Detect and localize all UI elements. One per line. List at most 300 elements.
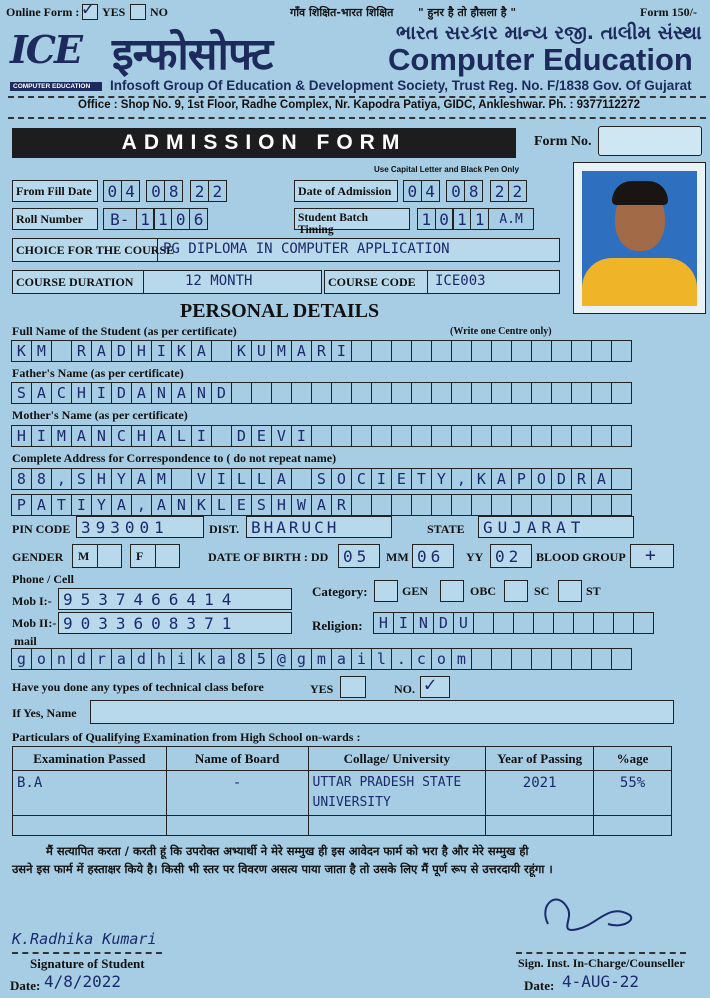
grid-cell: P: [511, 468, 532, 490]
grid-cell: [391, 494, 412, 516]
digit: 2: [208, 180, 227, 202]
if-yes-label: If Yes, Name: [12, 706, 77, 720]
header-divider-2: [8, 117, 706, 119]
grid-cell: S: [11, 382, 32, 404]
course-duration-value: 12 MONTH: [185, 273, 253, 289]
religion-grid[interactable]: [374, 612, 654, 634]
grid-cell: [211, 340, 232, 362]
from-fill-date-label: From Fill Date: [16, 184, 92, 198]
address-grid-line1[interactable]: [12, 468, 632, 490]
mob1-field[interactable]: [58, 588, 292, 610]
full-name-grid[interactable]: [12, 340, 632, 362]
digit: 4: [121, 180, 140, 202]
course-duration-field[interactable]: [12, 270, 322, 294]
grid-cell: A: [591, 468, 612, 490]
table-row: [13, 816, 672, 836]
logo-tagline: COMPUTER EDUCATION: [10, 82, 102, 91]
grid-cell: [473, 612, 494, 634]
grid-cell: g: [291, 648, 312, 670]
grid-cell: L: [231, 468, 252, 490]
grid-cell: [171, 468, 192, 490]
grid-cell: [471, 382, 492, 404]
grid-cell: [531, 494, 552, 516]
grid-cell: H: [131, 340, 152, 362]
grid-cell: C: [351, 468, 372, 490]
roll-number-label-box: [12, 208, 98, 230]
grid-cell: ,: [51, 468, 72, 490]
grid-cell: T: [51, 494, 72, 516]
grid-cell: a: [111, 648, 132, 670]
grid-cell: [351, 382, 372, 404]
digit: B-: [103, 208, 137, 230]
grid-cell: I: [151, 340, 172, 362]
incharge-signature-icon: [528, 884, 648, 944]
grid-cell: D: [111, 382, 132, 404]
grid-cell: [493, 612, 514, 634]
technical-yes-checkbox[interactable]: [340, 676, 366, 698]
grid-cell: [291, 468, 312, 490]
digit: 8: [464, 180, 483, 202]
grid-cell: 8: [231, 648, 252, 670]
grid-cell: [351, 494, 372, 516]
grid-cell: [231, 382, 252, 404]
digit: 0: [435, 208, 454, 230]
grid-cell: [411, 494, 432, 516]
year-cell[interactable]: 2021: [486, 771, 594, 816]
grid-cell: [491, 425, 512, 447]
dist-value: BHARUCH: [251, 518, 340, 537]
table-row: [13, 771, 672, 816]
roll-number-field[interactable]: [104, 208, 208, 230]
grid-cell: I: [71, 494, 92, 516]
grid-cell: H: [11, 425, 32, 447]
grid-cell: i: [351, 648, 372, 670]
grid-cell: I: [291, 425, 312, 447]
form-no-label: Form No.: [534, 134, 592, 149]
technical-no-label: NO.: [394, 682, 415, 696]
office-line: Office : Shop No. 9, 1st Floor, Radhe Complex, Nr. Kapodra Patiya, GIDC, Ankleshwar. Ph. : 9377112272: [78, 99, 640, 111]
photo-frame: [573, 162, 706, 314]
grid-cell: d: [131, 648, 152, 670]
declaration-line-1: मैं सत्यापित करता / करती हूं कि उपरोक्त अभ्यार्थी ने मेरे सम्मुख ही इस आवेदन फार्म को भरा है और मेरे सम्मुख ही: [46, 844, 529, 858]
student-photo: [582, 171, 697, 306]
grid-cell: I: [371, 468, 392, 490]
grid-cell: ,: [451, 468, 472, 490]
online-no-checkbox[interactable]: [130, 4, 146, 20]
mob2-field[interactable]: [58, 612, 292, 634]
grid-cell: R: [71, 340, 92, 362]
society-line: Infosoft Group Of Education & Development Society, Trust Reg. No. F/1838 Gov. Of Gujarat: [110, 78, 692, 93]
board-cell[interactable]: -: [166, 771, 308, 816]
grid-cell: D: [231, 425, 252, 447]
grid-cell: I: [31, 425, 52, 447]
grid-cell: A: [131, 468, 152, 490]
email-grid[interactable]: [12, 648, 632, 670]
header-percentage: %age: [594, 747, 672, 771]
pin-code-label: PIN CODE: [12, 522, 71, 536]
grid-cell: [513, 612, 534, 634]
grid-cell: ,: [131, 494, 152, 516]
board-cell[interactable]: [166, 816, 308, 836]
grid-cell: A: [191, 340, 212, 362]
category-st-checkbox[interactable]: [558, 580, 582, 602]
category-obc-checkbox[interactable]: [440, 580, 464, 602]
grid-cell: H: [71, 382, 92, 404]
grid-cell: [511, 648, 532, 670]
year-cell[interactable]: [486, 816, 594, 836]
grid-cell: [471, 494, 492, 516]
grid-cell: R: [331, 494, 352, 516]
grid-cell: [451, 494, 472, 516]
grid-cell: [593, 612, 614, 634]
grid-cell: A: [151, 494, 172, 516]
digit: 1: [452, 208, 471, 230]
mob1-value: 9537466414: [63, 590, 240, 609]
grid-cell: [511, 425, 532, 447]
brand-hindi: इन्फोसोफ्ट: [112, 29, 273, 80]
centre-note: (Write one Centre only): [450, 326, 552, 337]
grid-cell: M: [31, 340, 52, 362]
student-date-label: Date:: [10, 978, 41, 993]
grid-cell: @: [271, 648, 292, 670]
grid-cell: [591, 648, 612, 670]
address-grid-line2[interactable]: [12, 494, 632, 516]
choice-course-value: PG DIPLOMA IN COMPUTER APPLICATION: [163, 241, 450, 257]
dob-yy-field[interactable]: [490, 544, 532, 568]
blood-group-value: +: [645, 545, 656, 566]
category-sc-label: SC: [534, 584, 550, 598]
dob-dd-value: 05: [343, 547, 371, 566]
gender-male-label: M: [78, 549, 90, 563]
grid-cell: A: [291, 340, 312, 362]
header-year: Year of Passing: [486, 747, 594, 771]
grid-cell: M: [271, 340, 292, 362]
grid-cell: g: [11, 648, 32, 670]
online-no-label: NO: [150, 5, 168, 19]
dist-label: DIST.: [209, 522, 240, 536]
grid-cell: [573, 612, 594, 634]
digit: 2: [490, 180, 509, 202]
grid-cell: C: [51, 382, 72, 404]
grid-cell: [431, 382, 452, 404]
grid-cell: [633, 612, 654, 634]
gender-male-field[interactable]: [72, 544, 122, 568]
grid-cell: [591, 382, 612, 404]
digit: A.M: [488, 208, 534, 230]
grid-cell: I: [91, 382, 112, 404]
grid-cell: [531, 382, 552, 404]
father-name-grid[interactable]: [12, 382, 632, 404]
grid-cell: D: [111, 340, 132, 362]
if-yes-field[interactable]: [90, 700, 674, 724]
grid-cell: E: [231, 494, 252, 516]
choice-course-field[interactable]: [12, 238, 560, 262]
category-obc-label: OBC: [470, 584, 497, 598]
digit: 2: [190, 180, 209, 202]
brand-english: Computer Education: [388, 42, 693, 77]
grid-cell: [551, 340, 572, 362]
grid-cell: [451, 382, 472, 404]
percentage-cell[interactable]: [594, 816, 672, 836]
grid-cell: [571, 382, 592, 404]
mother-name-grid[interactable]: [12, 425, 632, 447]
from-fill-date-label-box: [12, 180, 98, 202]
grid-cell: I: [331, 340, 352, 362]
grid-cell: m: [451, 648, 472, 670]
gender-female-field[interactable]: [130, 544, 180, 568]
grid-cell: [591, 494, 612, 516]
grid-cell: a: [211, 648, 232, 670]
grid-cell: A: [31, 494, 52, 516]
grid-cell: O: [331, 468, 352, 490]
technical-yes-label: YES: [310, 682, 334, 696]
header-exam-passed: Examination Passed: [13, 747, 167, 771]
grid-cell: [331, 382, 352, 404]
grid-cell: l: [371, 648, 392, 670]
course-code-field[interactable]: [324, 270, 560, 294]
grid-cell: [611, 425, 632, 447]
pen-note: Use Capital Letter and Black Pen Only: [374, 165, 519, 174]
grid-cell: [531, 425, 552, 447]
student-date-value: 4/8/2022: [44, 972, 122, 991]
grid-cell: [251, 382, 272, 404]
grid-cell: H: [373, 612, 394, 634]
dist-field[interactable]: [246, 516, 392, 538]
grid-cell: L: [171, 425, 192, 447]
student-signature: K.Radhika Kumari: [12, 930, 157, 948]
batch-timing-label: Student Batch Timing: [298, 212, 368, 236]
grid-cell: [371, 340, 392, 362]
grid-cell: N: [151, 382, 172, 404]
grid-cell: [431, 494, 452, 516]
grid-cell: [51, 340, 72, 362]
grid-cell: [531, 648, 552, 670]
grid-cell: A: [171, 382, 192, 404]
slogan-hindi-2: " हुनर है तो हौसला है ": [418, 6, 517, 19]
grid-cell: [391, 425, 412, 447]
grid-cell: V: [271, 425, 292, 447]
grid-cell: r: [91, 648, 112, 670]
grid-cell: [571, 425, 592, 447]
grid-cell: Y: [431, 468, 452, 490]
header-divider: [8, 96, 706, 98]
grid-cell: M: [51, 425, 72, 447]
category-gen-checkbox[interactable]: [374, 580, 398, 602]
father-name-label: Father's Name (as per certificate): [12, 366, 184, 380]
grid-cell: O: [531, 468, 552, 490]
mob2-value: 9033608371: [63, 614, 240, 633]
grid-cell: I: [211, 468, 232, 490]
govt-gujarati: ભારત સરકાર માન્ય રજી. તાલીમ સંસ્થા: [396, 22, 702, 44]
date-of-admission-label: Date of Admission: [298, 184, 392, 198]
grid-cell: P: [11, 494, 32, 516]
grid-cell: [391, 340, 412, 362]
grid-cell: 8: [31, 468, 52, 490]
grid-cell: m: [311, 648, 332, 670]
email-label: mail: [14, 634, 37, 648]
course-duration-label: COURSE DURATION: [16, 275, 134, 289]
grid-cell: N: [413, 612, 434, 634]
grid-cell: K: [471, 468, 492, 490]
university-cell[interactable]: [308, 816, 486, 836]
grid-cell: [411, 425, 432, 447]
grid-cell: I: [191, 425, 212, 447]
category-sc-checkbox[interactable]: [504, 580, 528, 602]
qualification-label: Particulars of Qualifying Examination from High School on-wards :: [12, 730, 361, 744]
digit: 6: [189, 208, 208, 230]
grid-cell: [411, 382, 432, 404]
grid-cell: [551, 382, 572, 404]
choice-course-label: CHOICE FOR THE COURSE: [16, 243, 175, 257]
dob-label: DATE OF BIRTH : DD: [208, 550, 329, 564]
grid-cell: [311, 382, 332, 404]
grid-cell: [371, 494, 392, 516]
exam-cell[interactable]: B.A: [13, 771, 167, 816]
grid-cell: H: [131, 425, 152, 447]
grid-cell: E: [251, 425, 272, 447]
phone-label: Phone / Cell: [12, 572, 74, 586]
grid-cell: A: [491, 468, 512, 490]
grid-cell: A: [71, 425, 92, 447]
grid-cell: U: [251, 340, 272, 362]
grid-cell: 8: [11, 468, 32, 490]
grid-cell: [411, 340, 432, 362]
technical-no-tick-icon: ✓: [424, 672, 437, 696]
state-field[interactable]: [478, 516, 634, 538]
pin-code-value: 393001: [81, 518, 169, 537]
grid-cell: [611, 382, 632, 404]
grid-cell: L: [251, 468, 272, 490]
grid-cell: [551, 494, 572, 516]
grid-cell: [571, 340, 592, 362]
grid-cell: [611, 648, 632, 670]
grid-cell: [431, 340, 452, 362]
category-st-label: ST: [586, 584, 601, 598]
incharge-signature-label: Sign. Inst. In-Charge/Counseller: [518, 956, 685, 970]
blood-group-field[interactable]: [630, 544, 674, 568]
grid-cell: S: [251, 494, 272, 516]
grid-cell: [471, 340, 492, 362]
grid-cell: A: [91, 340, 112, 362]
mob2-label: Mob II:-: [12, 616, 57, 630]
grid-cell: o: [431, 648, 452, 670]
dob-mm-field[interactable]: [412, 544, 454, 568]
grid-cell: [271, 382, 292, 404]
grid-cell: n: [51, 648, 72, 670]
header-board: Name of Board: [166, 747, 308, 771]
grid-cell: [511, 382, 532, 404]
grid-cell: [371, 425, 392, 447]
grid-cell: [611, 468, 632, 490]
exam-table: [12, 746, 672, 836]
grid-cell: A: [311, 494, 332, 516]
grid-cell: [331, 425, 352, 447]
grid-cell: A: [31, 382, 52, 404]
personal-details-heading: PERSONAL DETAILS: [180, 300, 380, 322]
pin-code-field[interactable]: [76, 516, 204, 538]
grid-cell: [291, 382, 312, 404]
grid-cell: [571, 494, 592, 516]
state-label: STATE: [427, 522, 465, 536]
form-title: ADMISSION FORM: [12, 128, 516, 158]
grid-cell: h: [151, 648, 172, 670]
online-yes-label: YES: [102, 5, 126, 19]
mother-name-label: Mother's Name (as per certificate): [12, 408, 188, 422]
slogan-hindi-1: गाँव शिक्षित-भारत शिक्षित: [290, 6, 394, 19]
digit: 0: [146, 180, 165, 202]
grid-cell: [511, 494, 532, 516]
percentage-cell[interactable]: 55%: [594, 771, 672, 816]
exam-cell[interactable]: [13, 816, 167, 836]
category-gen-label: GEN: [402, 584, 429, 598]
form-no-field[interactable]: [598, 126, 702, 156]
grid-cell: C: [111, 425, 132, 447]
grid-cell: A: [131, 382, 152, 404]
digit: 1: [470, 208, 489, 230]
grid-cell: [611, 494, 632, 516]
digit: 8: [164, 180, 183, 202]
grid-cell: U: [453, 612, 474, 634]
grid-cell: Y: [111, 468, 132, 490]
grid-cell: a: [331, 648, 352, 670]
incharge-date-label: Date:: [524, 978, 555, 993]
grid-cell: [613, 612, 634, 634]
mob1-label: Mob I:-: [12, 594, 52, 608]
header-university: Collage/ University: [308, 747, 486, 771]
grid-cell: c: [411, 648, 432, 670]
digit: 1: [417, 208, 436, 230]
technical-question: Have you done any types of technical class before: [12, 680, 264, 694]
full-name-label: Full Name of the Student (as per certificate): [12, 324, 237, 338]
digit: 4: [421, 180, 440, 202]
online-yes-tick-icon: ✓: [82, 0, 95, 20]
grid-cell: K: [231, 340, 252, 362]
grid-cell: A: [271, 468, 292, 490]
from-fill-date-field[interactable]: [104, 180, 227, 202]
grid-cell: S: [71, 468, 92, 490]
grid-cell: Y: [91, 494, 112, 516]
digit: 1: [153, 208, 172, 230]
grid-cell: N: [191, 382, 212, 404]
category-label: Category:: [312, 584, 368, 599]
religion-label: Religion:: [312, 618, 363, 633]
digit: 0: [403, 180, 422, 202]
address-label: Complete Address for Correspondence to ( do not repeat name): [12, 451, 337, 465]
grid-cell: [431, 425, 452, 447]
grid-cell: K: [191, 494, 212, 516]
ice-logo: [10, 27, 102, 94]
grid-cell: d: [71, 648, 92, 670]
date-of-admission-field[interactable]: [404, 180, 527, 202]
grid-cell: [551, 648, 572, 670]
batch-timing-field[interactable]: [418, 208, 534, 230]
grid-cell: [611, 340, 632, 362]
online-form-label: Online Form :: [6, 5, 80, 19]
grid-cell: D: [433, 612, 454, 634]
incharge-date-value: 4-AUG-22: [562, 972, 640, 991]
grid-cell: L: [211, 494, 232, 516]
dob-dd-field[interactable]: [338, 544, 380, 568]
dob-mm-label: MM: [386, 550, 409, 564]
grid-cell: .: [391, 648, 412, 670]
grid-cell: [491, 340, 512, 362]
grid-cell: 5: [251, 648, 272, 670]
course-code-value: ICE003: [435, 273, 486, 289]
dob-mm-value: 06: [417, 547, 445, 566]
grid-cell: [591, 340, 612, 362]
university-cell[interactable]: UTTAR PRADESH STATE UNIVERSITY: [308, 771, 486, 816]
digit: 0: [171, 208, 190, 230]
